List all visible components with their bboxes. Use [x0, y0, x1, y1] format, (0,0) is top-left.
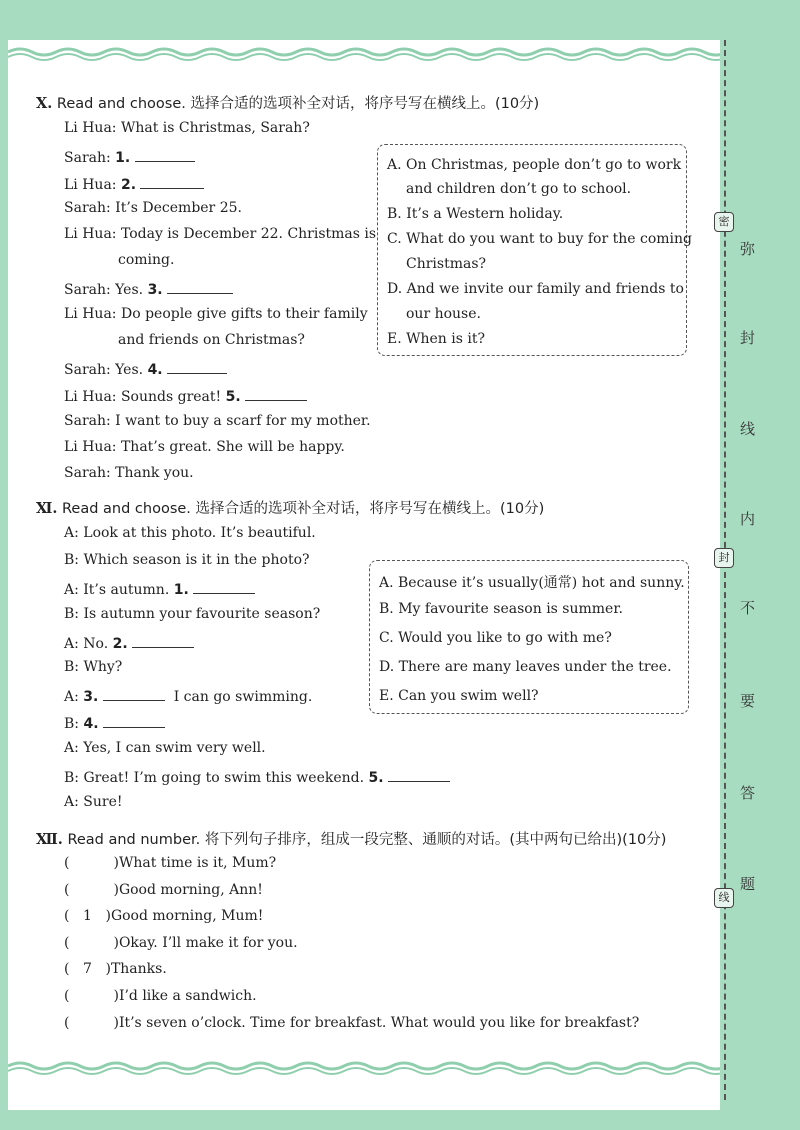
dialogue-line: B: Is autumn your favourite season? — [64, 606, 321, 622]
top-wave-border — [8, 44, 720, 64]
margin-char: 答 — [740, 784, 756, 802]
cut-line — [724, 40, 726, 1100]
order-box[interactable]: 1 — [83, 908, 92, 924]
option-item: D. And we invite our family and friends to — [387, 281, 684, 297]
dialogue-line: and friends on Christmas? — [118, 332, 305, 348]
option-item: Christmas? — [406, 256, 487, 272]
margin-char: 线 — [740, 420, 756, 438]
answer-blank[interactable] — [245, 386, 307, 401]
dialogue-line: coming. — [118, 252, 175, 268]
option-item: E. Can you swim well? — [379, 688, 539, 704]
dialogue-line: A: Sure! — [64, 794, 123, 810]
section-10-title: Ⅹ. Read and choose. 选择合适的选项补全对话，将序号写在横线上。(10分) — [36, 95, 540, 112]
order-item: ( )I’d like a sandwich. — [64, 988, 257, 1004]
option-item: C. What do you want to buy for the coming — [387, 231, 692, 247]
dialogue-line: A: Look at this photo. It’s beautiful. — [64, 525, 316, 541]
answer-blank[interactable] — [193, 579, 255, 594]
dialogue-line: Sarah: Thank you. — [64, 465, 194, 481]
order-item: ( )Okay. I’ll make it for you. — [64, 935, 298, 951]
dialogue-line: B: Which season is it in the photo? — [64, 552, 310, 568]
section-12-title: Ⅻ. Read and number. 将下列句子排序，组成一段完整、通顺的对话。(其中两句已给出)(10分) — [36, 831, 667, 848]
seal-mark: 密 — [714, 212, 734, 232]
dialogue-line: A: No. 2. — [64, 633, 194, 652]
dialogue-line: Li Hua: Today is December 22. Christmas is — [64, 226, 377, 242]
seal-mark: 封 — [714, 548, 734, 568]
answer-blank[interactable] — [103, 686, 165, 701]
option-item: E. When is it? — [387, 331, 485, 347]
section-11-title: Ⅺ. Read and choose. 选择合适的选项补全对话，将序号写在横线上。(10分) — [36, 500, 545, 517]
option-item: D. There are many leaves under the tree. — [379, 659, 672, 675]
option-item: C. Would you like to go with me? — [379, 630, 612, 646]
option-item: A. Because it’s usually(通常) hot and sunny. — [379, 575, 685, 591]
option-item: B. My favourite season is summer. — [379, 601, 623, 617]
option-item: B. It’s a Western holiday. — [387, 206, 564, 222]
dialogue-line: Li Hua: 2. — [64, 174, 204, 193]
dialogue-line: B: Why? — [64, 659, 123, 675]
margin-char: 要 — [740, 692, 756, 710]
dialogue-line: Li Hua: Do people give gifts to their family — [64, 306, 368, 322]
dialogue-line: A: 3. I can go swimming. — [64, 686, 312, 705]
dialogue-line: B: 4. — [64, 713, 165, 732]
answer-blank[interactable] — [167, 359, 227, 374]
order-item: ( 1 )Good morning, Mum! — [64, 908, 264, 924]
dialogue-line: B: Great! I’m going to swim this weekend. 5. — [64, 767, 450, 786]
dialogue-line: Li Hua: Sounds great! 5. — [64, 386, 307, 405]
dialogue-line: Sarah: Yes. 3. — [64, 279, 233, 298]
dialogue-line: Sarah: I want to buy a scarf for my mother. — [64, 413, 371, 429]
answer-blank[interactable] — [140, 174, 204, 189]
dialogue-line: Li Hua: That’s great. She will be happy. — [64, 439, 345, 455]
bottom-wave-border — [8, 1058, 720, 1078]
dialogue-line: A: It’s autumn. 1. — [64, 579, 255, 598]
order-box[interactable]: 7 — [83, 961, 92, 977]
order-item: ( 7 )Thanks. — [64, 961, 167, 977]
margin-char: 弥 — [740, 240, 756, 258]
option-item: and children don’t go to school. — [406, 181, 632, 197]
dialogue-line: Sarah: Yes. 4. — [64, 359, 227, 378]
option-item: A. On Christmas, people don’t go to work — [387, 157, 682, 173]
answer-blank[interactable] — [103, 713, 165, 728]
margin-char: 题 — [740, 875, 756, 893]
options-box — [377, 144, 687, 356]
order-item: ( )It’s seven o’clock. Time for breakfast. What would you like for breakfast? — [64, 1015, 640, 1031]
binding-margin — [720, 40, 800, 1110]
answer-blank[interactable] — [388, 767, 450, 782]
answer-blank[interactable] — [167, 279, 233, 294]
answer-blank[interactable] — [135, 147, 195, 162]
option-item: our house. — [406, 306, 481, 322]
dialogue-line: Sarah: It’s December 25. — [64, 200, 242, 216]
margin-char: 不 — [740, 599, 756, 617]
dialogue-line: A: Yes, I can swim very well. — [64, 740, 266, 756]
seal-mark: 线 — [714, 888, 734, 908]
answer-blank[interactable] — [132, 633, 194, 648]
margin-char: 封 — [740, 329, 756, 347]
margin-char: 内 — [740, 510, 756, 528]
dialogue-line: Sarah: 1. — [64, 147, 195, 166]
order-item: ( )Good morning, Ann! — [64, 882, 263, 898]
order-item: ( )What time is it, Mum? — [64, 855, 277, 871]
dialogue-line: Li Hua: What is Christmas, Sarah? — [64, 120, 310, 136]
